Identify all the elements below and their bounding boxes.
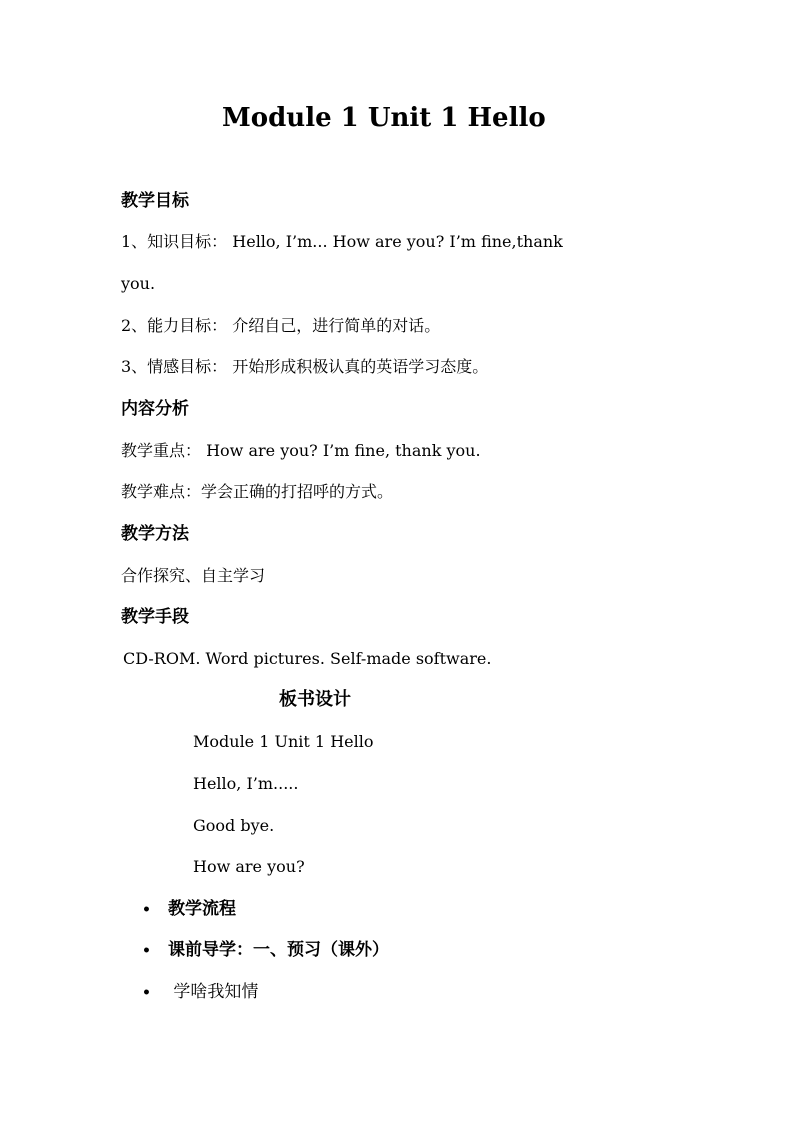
board-line-2: Hello, I’m..... bbox=[193, 774, 299, 793]
bullet-item-1 bbox=[142, 898, 236, 921]
means-text: CD-ROM. Word pictures. Self-made software. bbox=[123, 649, 492, 668]
bullet-text-1: 教学流程 bbox=[168, 899, 236, 919]
board-line-1: Module 1 Unit 1 Hello bbox=[193, 732, 374, 751]
key-point: 教学重点： How are you? I’m fine, thank you. bbox=[121, 441, 481, 460]
bullet-icon: • bbox=[142, 902, 151, 918]
objective-2: 2、能力目标： 介绍自己，进行简单的对话。 bbox=[121, 316, 441, 335]
objective-1-line1: 1、知识目标： Hello, I’m... How are you? I’m fine,thank bbox=[121, 232, 563, 251]
bullet-item-3 bbox=[142, 981, 258, 1004]
difficult-point: 教学难点：学会正确的打招呼的方式。 bbox=[121, 482, 394, 501]
bullet-item-2 bbox=[142, 939, 389, 962]
objectives-heading: 教学目标 bbox=[121, 191, 189, 211]
objective-1-line2: you. bbox=[121, 274, 156, 293]
method-text: 合作探究、自主学习 bbox=[121, 566, 266, 585]
objective-3: 3、情感目标： 开始形成积极认真的英语学习态度。 bbox=[121, 357, 489, 376]
means-heading: 教学手段 bbox=[121, 607, 189, 627]
analysis-heading: 内容分析 bbox=[121, 399, 189, 419]
board-line-4: How are you? bbox=[193, 857, 305, 876]
board-heading: 板书设计 bbox=[279, 689, 351, 710]
document-title: Module 1 Unit 1 Hello bbox=[222, 103, 546, 133]
bullet-text-2: 课前导学：一、预习（课外） bbox=[168, 940, 389, 960]
bullet-icon: • bbox=[142, 943, 151, 959]
board-line-3: Good bye. bbox=[193, 816, 275, 835]
method-heading: 教学方法 bbox=[121, 524, 189, 544]
bullet-icon: • bbox=[142, 985, 151, 1001]
bullet-text-3: 学啥我知情 bbox=[168, 982, 259, 1002]
